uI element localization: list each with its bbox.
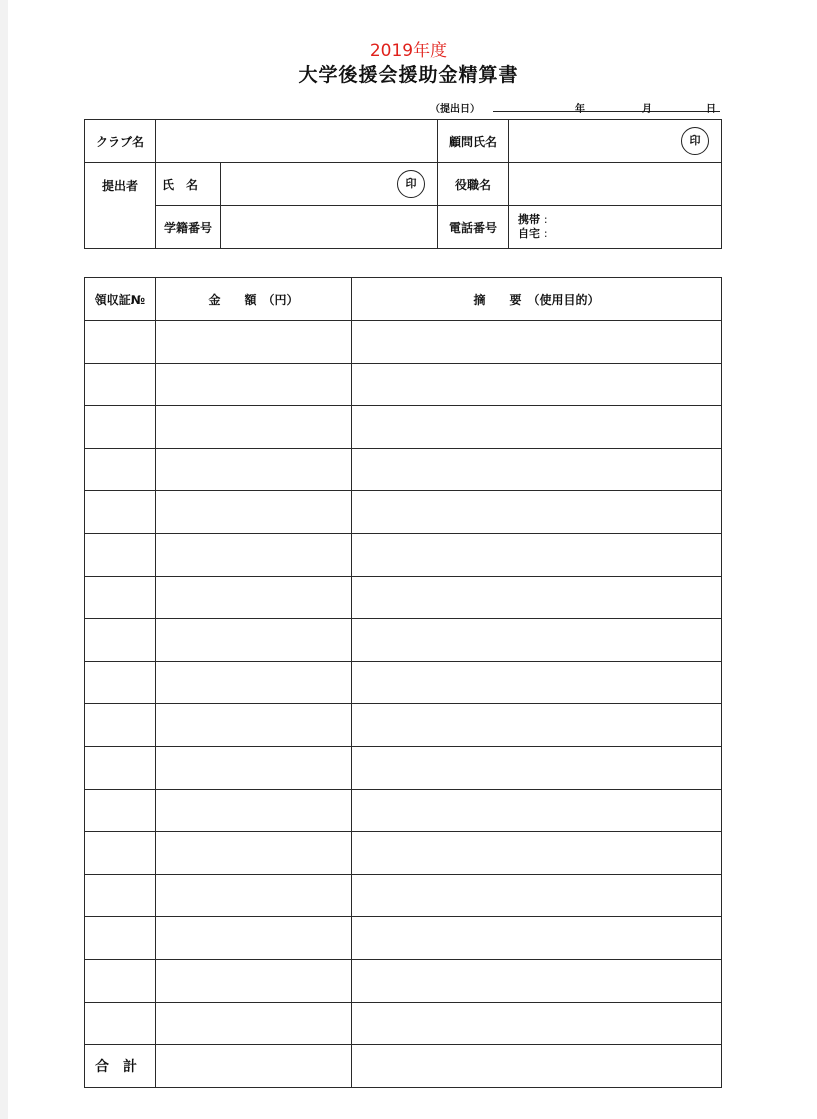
total-label: 合 計 — [85, 1045, 156, 1088]
summary-cell[interactable] — [352, 619, 722, 662]
summary-cell[interactable] — [352, 448, 722, 491]
receipt-number-cell[interactable] — [85, 917, 156, 960]
amount-cell[interactable] — [156, 917, 352, 960]
receipt-number-cell[interactable] — [85, 959, 156, 1002]
summary-cell[interactable] — [352, 704, 722, 747]
student-number-field[interactable] — [221, 206, 438, 249]
ledger-entry-row — [85, 448, 722, 491]
form-year: 2019年度 — [369, 41, 448, 61]
submitter-name-field[interactable] — [221, 163, 438, 206]
summary-cell[interactable] — [352, 874, 722, 917]
amount-cell[interactable] — [156, 1002, 352, 1045]
receipt-number-cell[interactable] — [85, 533, 156, 576]
amount-cell[interactable] — [156, 406, 352, 449]
mobile-label: 携帯 — [518, 213, 540, 226]
receipt-number-header: 領収証№ — [85, 278, 156, 321]
advisor-name-field[interactable] — [509, 120, 722, 163]
receipt-number-cell[interactable] — [85, 448, 156, 491]
ledger-entry-row — [85, 789, 722, 832]
ledger-entry-row — [85, 321, 722, 364]
amount-cell[interactable] — [156, 448, 352, 491]
receipt-number-cell[interactable] — [85, 576, 156, 619]
amount-cell[interactable] — [156, 533, 352, 576]
ledger-entry-row — [85, 917, 722, 960]
summary-cell[interactable] — [352, 533, 722, 576]
amount-cell[interactable] — [156, 619, 352, 662]
date-month-label: 月 — [642, 104, 652, 115]
amount-cell[interactable] — [156, 959, 352, 1002]
summary-cell[interactable] — [352, 917, 722, 960]
ledger-entry-row — [85, 832, 722, 875]
advisor-seal-mark: 印 — [681, 127, 709, 155]
ledger-entry-row — [85, 959, 722, 1002]
summary-cell[interactable] — [352, 789, 722, 832]
club-name-field[interactable] — [156, 120, 438, 163]
receipt-number-cell[interactable] — [85, 619, 156, 662]
total-amount-cell[interactable] — [156, 1045, 352, 1088]
summary-cell[interactable] — [352, 746, 722, 789]
phone-number-field[interactable] — [509, 206, 722, 249]
amount-cell[interactable] — [156, 321, 352, 364]
receipt-number-cell[interactable] — [85, 321, 156, 364]
ledger-entry-row — [85, 746, 722, 789]
amount-cell[interactable] — [156, 789, 352, 832]
submission-date-line[interactable] — [493, 111, 720, 112]
applicant-info-table — [84, 119, 722, 249]
position-label: 役職名 — [438, 163, 509, 206]
submission-date-label: （提出日） — [430, 104, 480, 115]
ledger-entry-row — [85, 704, 722, 747]
summary-cell[interactable] — [352, 832, 722, 875]
ledger-entry-row — [85, 874, 722, 917]
summary-cell[interactable] — [352, 363, 722, 406]
ledger-entry-row — [85, 1002, 722, 1045]
ledger-header-row — [85, 278, 722, 321]
receipt-number-cell[interactable] — [85, 661, 156, 704]
summary-cell[interactable] — [352, 959, 722, 1002]
home-colon: : — [543, 227, 548, 240]
ledger-entry-row — [85, 661, 722, 704]
receipt-number-cell[interactable] — [85, 874, 156, 917]
receipt-number-cell[interactable] — [85, 363, 156, 406]
receipt-number-cell[interactable] — [85, 746, 156, 789]
ledger-entry-row — [85, 363, 722, 406]
mobile-colon: : — [543, 213, 548, 226]
total-summary-cell[interactable] — [352, 1045, 722, 1088]
date-year-label: 年 — [575, 104, 585, 115]
ledger-entry-row — [85, 406, 722, 449]
ledger-total-row — [85, 1045, 722, 1088]
phone-number-label: 電話番号 — [438, 206, 509, 249]
submitter-name-label: 氏 名 — [156, 163, 221, 206]
advisor-name-label: 顧問氏名 — [438, 120, 509, 163]
receipt-number-cell[interactable] — [85, 789, 156, 832]
submission-date-row — [430, 100, 720, 114]
position-field[interactable] — [509, 163, 722, 206]
expense-ledger-table — [84, 277, 722, 1088]
ledger-entry-row — [85, 491, 722, 534]
summary-cell[interactable] — [352, 661, 722, 704]
amount-cell[interactable] — [156, 576, 352, 619]
receipt-number-cell[interactable] — [85, 704, 156, 747]
amount-header: 金 額 （円） — [156, 278, 352, 321]
date-day-label: 日 — [706, 104, 716, 115]
summary-cell[interactable] — [352, 576, 722, 619]
home-label: 自宅 — [518, 227, 540, 240]
amount-cell[interactable] — [156, 704, 352, 747]
amount-cell[interactable] — [156, 874, 352, 917]
summary-header: 摘 要 （使用目的） — [352, 278, 722, 321]
amount-cell[interactable] — [156, 363, 352, 406]
amount-cell[interactable] — [156, 832, 352, 875]
summary-cell[interactable] — [352, 406, 722, 449]
receipt-number-cell[interactable] — [85, 406, 156, 449]
ledger-entry-row — [85, 576, 722, 619]
amount-cell[interactable] — [156, 491, 352, 534]
summary-cell[interactable] — [352, 491, 722, 534]
form-title: 大学後援会援助金精算書 — [298, 64, 519, 86]
amount-cell[interactable] — [156, 746, 352, 789]
summary-cell[interactable] — [352, 321, 722, 364]
submitter-seal-mark: 印 — [397, 170, 425, 198]
receipt-number-cell[interactable] — [85, 1002, 156, 1045]
ledger-entry-row — [85, 533, 722, 576]
ledger-entry-row — [85, 619, 722, 662]
submitter-label: 提出者 — [85, 163, 156, 249]
club-name-label: クラブ名 — [85, 120, 156, 163]
student-number-label: 学籍番号 — [156, 206, 221, 249]
receipt-number-cell[interactable] — [85, 832, 156, 875]
amount-cell[interactable] — [156, 661, 352, 704]
receipt-number-cell[interactable] — [85, 491, 156, 534]
summary-cell[interactable] — [352, 1002, 722, 1045]
